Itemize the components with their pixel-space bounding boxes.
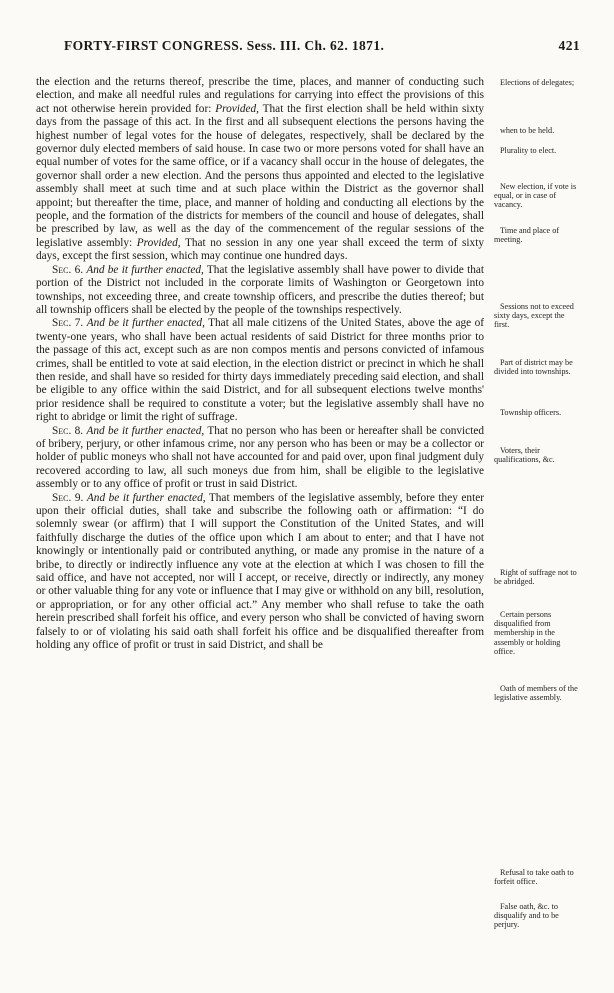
margin-note (494, 182, 578, 210)
margin-note (494, 684, 578, 702)
margin-note-text: Part of district may be divided into townships. (494, 358, 573, 377)
page-number: 421 (558, 38, 580, 53)
margin-note-text: False oath, &c. to disqualify and to be perjury. (494, 902, 559, 930)
margin-note-text: Time and place of meeting. (494, 226, 560, 245)
paragraph-text: That members of the legislative assembly, before they enter upon their official duties, shall take and subscribe the following oath or affirmation: “I do solemnly swear (or affirm) that I will support the Constitution of the United States, and will faithfully discharge the duties of the office upon which I am about to enter; and that I have not knowingly or intentionally paid or contributed anything, or made any promise in the nature of a bribe, to directly or indirectly influence any vote at the election at which I was chosen to fill the said office, and have not accepted, nor will I accept, or receive, directly or indirectly, any money or other valuable thing for any vote or influence that I may give or withhold on any bill, resolution, or appropriation, or for any other official act.” Any member who shall refuse to take the oath herein prescribed shall forfeit his office, and every person who shall be convicted of having sworn falsely to or of violating his said oath shall forfeit his office and be disqualified thereafter from holding any office of profit or trust in said District, and shall be (36, 491, 484, 652)
margin-note-text: Elections of delegates; (500, 78, 575, 87)
margin-note (494, 868, 578, 886)
paragraph (36, 425, 484, 492)
italic-phrase: And be it further enacted, (86, 424, 205, 437)
margin-note-text: New election, if vote is equal, or in case of vacancy. (494, 182, 577, 210)
margin-note-text: when to be held. (500, 126, 555, 135)
italic-phrase: And be it further enacted, (86, 263, 204, 276)
paragraph-text: That the first election shall be held within sixty days from the passage of this act. In the first and all subsequent elections the persons having the highest number of legal votes for the house of delegates, respectively, shall be declared by the governor duly elected members of said house. In case two or more persons voted for shall have an equal number of votes for the same office, or if a vacancy shall occur in the house of delegates, the governor shall order a new election. And the persons thus appointed and elected to the legislative assembly shall meet at such time and at such place within the District as the governor shall appoint; but thereafter the time, place, and manner of holding and conducting all elections by the people, and the formation of the districts for members of the council and house of delegates, shall be prescribed by law, as well as the day of the commencement of the regular sessions of the legislative assembly: (36, 102, 484, 249)
paragraph (36, 76, 484, 264)
margin-note-text: Refusal to take oath to forfeit office. (494, 868, 574, 887)
running-header (36, 38, 580, 58)
margin-note-text: Right of suffrage not to be abridged. (494, 568, 577, 587)
margin-note-text: Plurality to elect. (500, 146, 557, 155)
italic-phrase: And be it further enacted, (86, 317, 205, 330)
italic-phrase: Provided, (136, 236, 181, 249)
margin-note (494, 302, 578, 330)
statute-body (36, 76, 484, 652)
margin-note (494, 408, 578, 417)
italic-phrase: Provided, (215, 102, 260, 115)
margin-note (494, 78, 578, 87)
paragraph-text: That no session in any one year shall exceed the term of sixty days, except the first session, which may continue one hundred days. (36, 236, 484, 263)
margin-note (494, 446, 578, 464)
section-number: Sec. 9. (52, 491, 84, 504)
margin-note-text: Sessions not to exceed sixty days, except the first. (494, 302, 574, 330)
margin-note (494, 126, 578, 135)
section-number: Sec. 8. (52, 424, 84, 437)
running-title: FORTY-FIRST CONGRESS. Sess. III. Ch. 62. 1871. (64, 38, 385, 53)
margin-note-text: Voters, their qualifications, &c. (494, 446, 555, 465)
margin-note (494, 902, 578, 930)
paragraph (36, 264, 484, 318)
margin-note (494, 146, 578, 155)
paragraph-text: the election and the returns thereof, prescribe the time, places, and manner of conducting such election, and make all needful rules and regulations for carrying into effect the provisions of this act not otherwise herein provided for: (36, 76, 484, 115)
margin-note (494, 610, 578, 656)
margin-note (494, 358, 578, 376)
margin-note-text: Township officers. (500, 408, 562, 417)
section-number: Sec. 6. (52, 263, 84, 276)
margin-note-text: Oath of members of the legislative assembly. (494, 684, 578, 703)
section-number: Sec. 7. (52, 317, 84, 330)
paragraph-text: That all male citizens of the United States, above the age of twenty-one years, who shall have been actual residents of said District for three months prior to the passage of this act, except such as are non compos mentis and persons convicted of infamous crimes, shall be entitled to vote at said election, in the election district or precinct in which he shall then reside, and shall have so resided for thirty days immediately preceding said election, and shall be eligible to any office within the said District, and for all subsequent elections twelve months' prior residence shall be required to constitute a voter; but the legislative assembly shall have no right to abridge or limit the right of suffrage. (36, 317, 485, 424)
italic-phrase: And be it further enacted, (86, 491, 206, 504)
paragraph-text: That the legislative assembly shall have power to divide that portion of the District not included in the corporate limits of Washington or Georgetown into townships, not exceeding three, and create township officers, and prescribe the duties thereof; but all township officers shall be elected by the people of the townships respectively. (36, 263, 485, 316)
paragraph (36, 317, 484, 424)
paragraph-text: That no person who has been or hereafter shall be convicted of bribery, perjury, or other infamous crime, nor any person who has been or may be a collector or holder of public moneys who shall not have accounted for and paid over, upon final judgment duly recovered according to law, all such moneys due from him, shall be eligible to the legislative assembly or to any office of profit or trust in said District. (36, 424, 484, 491)
paragraph (36, 492, 484, 653)
margin-note-text: Certain persons disqualified from membership in the assembly or holding office. (494, 610, 561, 656)
margin-note (494, 226, 578, 244)
margin-note (494, 568, 578, 586)
